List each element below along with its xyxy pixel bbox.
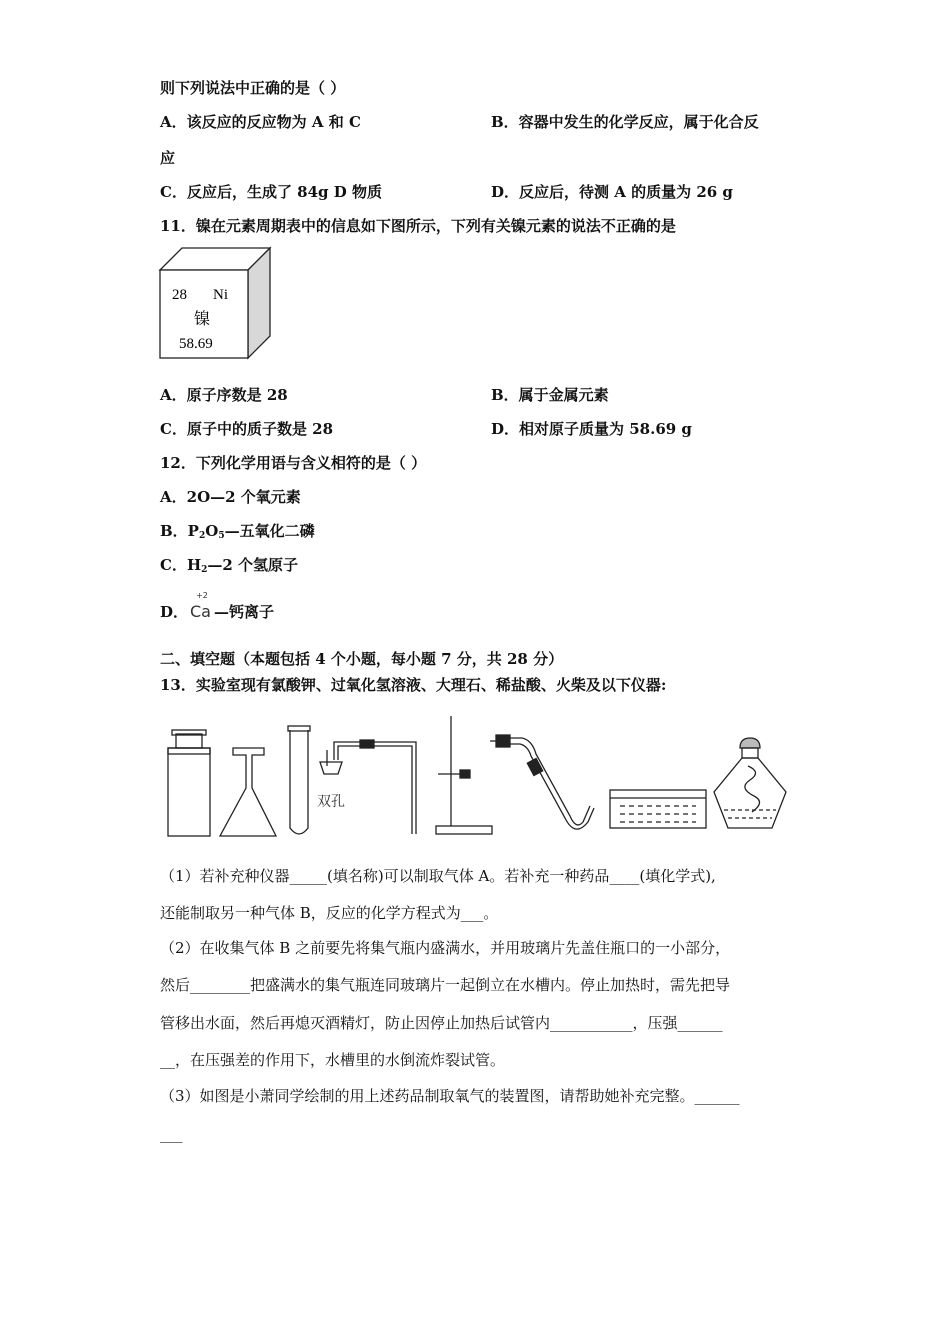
q13-part2-line1: （2）在收集气体 B 之前要先将集气瓶内盛满水，并用玻璃片先盖住瓶口的一小部分， — [160, 939, 731, 957]
q11-option-c: C．原子中的质子数是 28 — [160, 420, 334, 438]
q11-option-b: B．属于金属元素 — [491, 386, 609, 404]
element-name: 镍 — [194, 309, 211, 328]
q13-part2-line3: 管移出水面，然后再熄灭酒精灯，防止因停止加热后试管内___________，压强______ — [160, 1014, 723, 1032]
q10-option-c: C．反应后，生成了 84g D 物质 — [160, 183, 382, 201]
q12-option-d-text: —钙离子 — [214, 603, 275, 621]
element-mass: 58.69 — [179, 336, 213, 352]
q10-option-a: A．该反应的反应物为 A 和 C — [160, 113, 361, 131]
calcium-symbol: Ca — [190, 602, 211, 621]
q10-option-b-continued: 应 — [160, 149, 176, 167]
section-heading: 二、填空题（本题包括 4 个小题，每小题 7 分，共 28 分） — [160, 650, 564, 668]
delivery-tube — [490, 735, 594, 829]
q12-option-a: A．2O—2 个氧元素 — [160, 488, 301, 506]
calcium-charge: +2 — [196, 591, 208, 600]
q10-option-b: B．容器中发生的化学反应，属于化合反 — [491, 113, 759, 131]
iron-stand — [436, 716, 492, 834]
q12-option-c: C．$H_2—2$ 个氢原子 — [160, 556, 299, 575]
q13-part3-line2: ___ — [160, 1125, 183, 1143]
q10-prompt: 则下列说法中正确的是（ ） — [160, 79, 346, 97]
q12-prompt: 12．下列化学用语与含义相符的是（ ） — [160, 454, 427, 472]
two-hole-stopper — [320, 740, 416, 834]
q13-part2-line2: 然后________把盛满水的集气瓶连同玻璃片一起倒立在水槽内。停止加热时，需先把导 — [160, 976, 731, 994]
q13-part1-line2: 还能制取另一种气体 B，反应的化学方程式为___。 — [160, 904, 499, 922]
q11-option-d: D．相对原子质量为 58.69 g — [491, 420, 692, 438]
test-tube — [288, 726, 310, 834]
q10-option-d: D．反应后，待测 A 的质量为 26 g — [491, 183, 733, 201]
q13-part1-line1: （1）若补充种仪器_____(填名称)可以制取气体 A。若补充一种药品____(填化学式), — [160, 867, 716, 885]
q13-prompt: 13．实验室现有氯酸钾、过氧化氢溶液、大理石、稀盐酸、火柴及以下仪器: — [160, 676, 667, 694]
reagent-bottle — [168, 730, 210, 836]
lab-apparatus-figure — [158, 710, 803, 840]
element-card-nickel — [158, 246, 274, 360]
q13-part3-line1: （3）如图是小萧同学绘制的用上述药品制取氧气的装置图，请帮助她补充完整。______ — [160, 1087, 740, 1105]
q13-part2-line4: __，在压强差的作用下，水槽里的水倒流炸裂试管。 — [160, 1051, 506, 1069]
q11-prompt: 11．镍在元素周期表中的信息如下图所示，下列有关镍元素的说法不正确的是 — [160, 217, 676, 235]
q11-option-a: A．原子序数是 28 — [160, 386, 288, 404]
q12-option-d-label: D． — [160, 603, 189, 621]
conical-flask — [220, 748, 276, 836]
element-symbol: Ni — [213, 287, 228, 303]
q12-option-b: B．$P_2O_5—$五氧化二磷 — [160, 522, 315, 541]
water-trough — [610, 790, 706, 828]
element-number: 28 — [172, 287, 187, 303]
stopper-label: 双孔 — [317, 794, 345, 810]
alcohol-lamp — [714, 738, 786, 828]
